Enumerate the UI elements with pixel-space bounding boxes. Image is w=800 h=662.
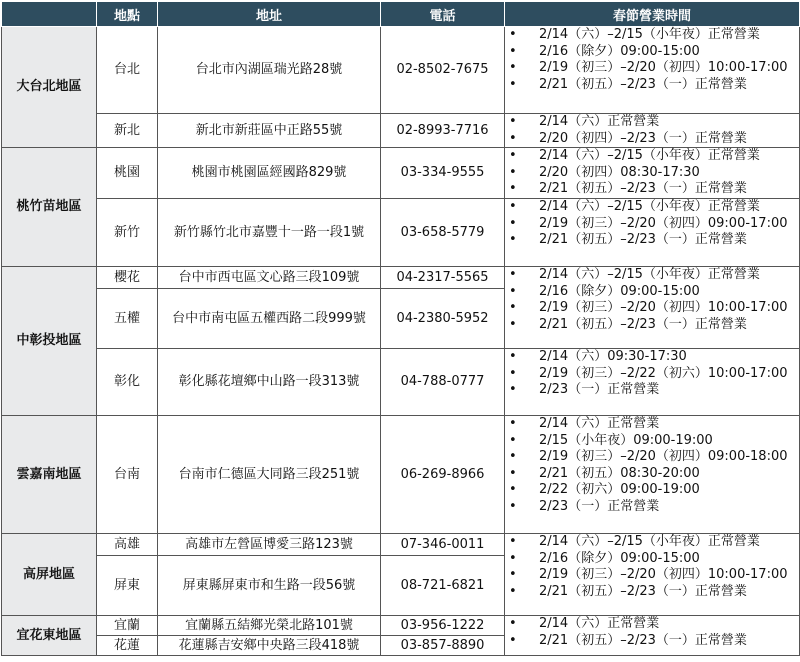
- hours-cell: [505, 114, 800, 148]
- location-cell: 宜蘭: [97, 616, 158, 636]
- hours-item: • 2/14（六）–2/15（小年夜）正常營業: [509, 148, 797, 165]
- hours-item: • 2/19（初三）–2/20（初四）10:00-17:00: [509, 60, 797, 77]
- hours-list: [509, 534, 797, 600]
- hours-cell: [505, 349, 800, 416]
- phone-cell: 04-788-0777: [381, 349, 505, 416]
- hours-item: • 2/23（一）正常營業: [509, 382, 797, 399]
- phone-cell: 02-8502-7675: [381, 27, 505, 114]
- hours-item: • 2/21（初五）–2/23（一）正常營業: [509, 181, 797, 198]
- header-address: 地址: [158, 2, 381, 27]
- address-cell: 台中市南屯區五權西路二段999號: [158, 289, 381, 349]
- hours-item: • 2/20（初四）08:30-17:30: [509, 165, 797, 182]
- hours-cell: [505, 199, 800, 267]
- address-cell: 宜蘭縣五結鄉光榮北路101號: [158, 616, 381, 636]
- header-hours: 春節營業時間: [505, 2, 800, 27]
- hours-item: • 2/16（除夕）09:00-15:00: [509, 44, 797, 61]
- hours-item: • 2/14（六）正常營業: [509, 616, 797, 633]
- hours-list: [509, 148, 797, 198]
- hours-item: • 2/21（初五）–2/23（一）正常營業: [509, 633, 797, 650]
- hours-list: [509, 416, 797, 515]
- address-cell: 新北市新莊區中正路55號: [158, 114, 381, 148]
- table-row: [2, 616, 800, 636]
- hours-item: • 2/21（初五）–2/23（一）正常營業: [509, 584, 797, 601]
- address-cell: 彰化縣花壇鄉中山路一段313號: [158, 349, 381, 416]
- hours-item: • 2/16（除夕）09:00-15:00: [509, 551, 797, 568]
- table-row: [2, 349, 800, 416]
- hours-item: • 2/19（初三）–2/20（初四）09:00-17:00: [509, 216, 797, 233]
- hours-item: • 2/22（初六）09:00-19:00: [509, 482, 797, 499]
- phone-cell: 04-2380-5952: [381, 289, 505, 349]
- hours-item: • 2/21（初五）08:30-20:00: [509, 466, 797, 483]
- hours-cell: [505, 616, 800, 656]
- header-location: 地點: [97, 2, 158, 27]
- location-cell: 五權: [97, 289, 158, 349]
- table-row: [2, 27, 800, 114]
- hours-item: • 2/14（六）正常營業: [509, 416, 797, 433]
- address-cell: 屏東縣屏東市和生路一段56號: [158, 556, 381, 616]
- hours-list: [509, 349, 797, 399]
- location-cell: 彰化: [97, 349, 158, 416]
- location-cell: 台南: [97, 416, 158, 534]
- table-row: [2, 416, 800, 534]
- region-cell: 桃竹苗地區: [2, 148, 97, 267]
- hours-item: • 2/19（初三）–2/20（初四）10:00-17:00: [509, 567, 797, 584]
- location-cell: 屏東: [97, 556, 158, 616]
- hours-list: [509, 267, 797, 333]
- location-cell: 桃園: [97, 148, 158, 199]
- hours-cell: [505, 267, 800, 349]
- hours-cell: [505, 148, 800, 199]
- address-cell: 桃園市桃園區經國路829號: [158, 148, 381, 199]
- phone-cell: 04-2317-5565: [381, 267, 505, 289]
- address-cell: 台北市內湖區瑞光路28號: [158, 27, 381, 114]
- phone-cell: 06-269-8966: [381, 416, 505, 534]
- location-cell: 新北: [97, 114, 158, 148]
- hours-item: • 2/15（小年夜）09:00-19:00: [509, 433, 797, 450]
- hours-item: • 2/19（初三）–2/20（初四）09:00-18:00: [509, 449, 797, 466]
- hours-cell: [505, 27, 800, 114]
- hours-item: • 2/21（初五）–2/23（一）正常營業: [509, 232, 797, 249]
- phone-cell: 02-8993-7716: [381, 114, 505, 148]
- location-cell: 台北: [97, 27, 158, 114]
- address-cell: 新竹縣竹北市嘉豐十一路一段1號: [158, 199, 381, 267]
- holiday-hours-table: [1, 1, 800, 656]
- address-cell: 台中市西屯區文心路三段109號: [158, 267, 381, 289]
- phone-cell: 03-334-9555: [381, 148, 505, 199]
- phone-cell: 03-658-5779: [381, 199, 505, 267]
- header-row: [2, 2, 800, 27]
- hours-item: • 2/19（初三）–2/20（初四）10:00-17:00: [509, 300, 797, 317]
- region-cell: 中彰投地區: [2, 267, 97, 416]
- hours-cell: [505, 534, 800, 616]
- hours-item: • 2/14（六）–2/15（小年夜）正常營業: [509, 267, 797, 284]
- phone-cell: 08-721-6821: [381, 556, 505, 616]
- hours-list: [509, 114, 797, 147]
- hours-item: • 2/16（除夕）09:00-15:00: [509, 284, 797, 301]
- region-cell: 大台北地區: [2, 27, 97, 148]
- phone-cell: 07-346-0011: [381, 534, 505, 556]
- hours-item: • 2/19（初三）–2/22（初六）10:00-17:00: [509, 366, 797, 383]
- header-phone: 電話: [381, 2, 505, 27]
- hours-item: • 2/14（六）–2/15（小年夜）正常營業: [509, 27, 797, 44]
- table-row: [2, 199, 800, 267]
- table-row: [2, 114, 800, 148]
- hours-list: [509, 27, 797, 93]
- hours-item: • 2/14（六）正常營業: [509, 114, 797, 131]
- hours-cell: [505, 416, 800, 534]
- hours-list: [509, 616, 797, 649]
- hours-item: • 2/14（六）09:30-17:30: [509, 349, 797, 366]
- hours-item: • 2/23（一）正常營業: [509, 499, 797, 516]
- location-cell: 花蓮: [97, 636, 158, 656]
- hours-item: • 2/21（初五）–2/23（一）正常營業: [509, 77, 797, 94]
- table-row: [2, 534, 800, 556]
- phone-cell: 03-857-8890: [381, 636, 505, 656]
- hours-item: • 2/21（初五）–2/23（一）正常營業: [509, 317, 797, 334]
- region-cell: 雲嘉南地區: [2, 416, 97, 534]
- table-row: [2, 148, 800, 199]
- location-cell: 高雄: [97, 534, 158, 556]
- hours-item: • 2/14（六）–2/15（小年夜）正常營業: [509, 199, 797, 216]
- address-cell: 台南市仁德區大同路三段251號: [158, 416, 381, 534]
- table-row: [2, 267, 800, 289]
- region-cell: 高屏地區: [2, 534, 97, 616]
- address-cell: 花蓮縣吉安鄉中央路三段418號: [158, 636, 381, 656]
- hours-list: [509, 199, 797, 249]
- phone-cell: 03-956-1222: [381, 616, 505, 636]
- hours-item: • 2/14（六）–2/15（小年夜）正常營業: [509, 534, 797, 551]
- hours-item: • 2/20（初四）–2/23（一）正常營業: [509, 131, 797, 148]
- address-cell: 高雄市左營區博愛三路123號: [158, 534, 381, 556]
- location-cell: 新竹: [97, 199, 158, 267]
- region-cell: 宜花東地區: [2, 616, 97, 656]
- header-region: [2, 2, 97, 27]
- location-cell: 櫻花: [97, 267, 158, 289]
